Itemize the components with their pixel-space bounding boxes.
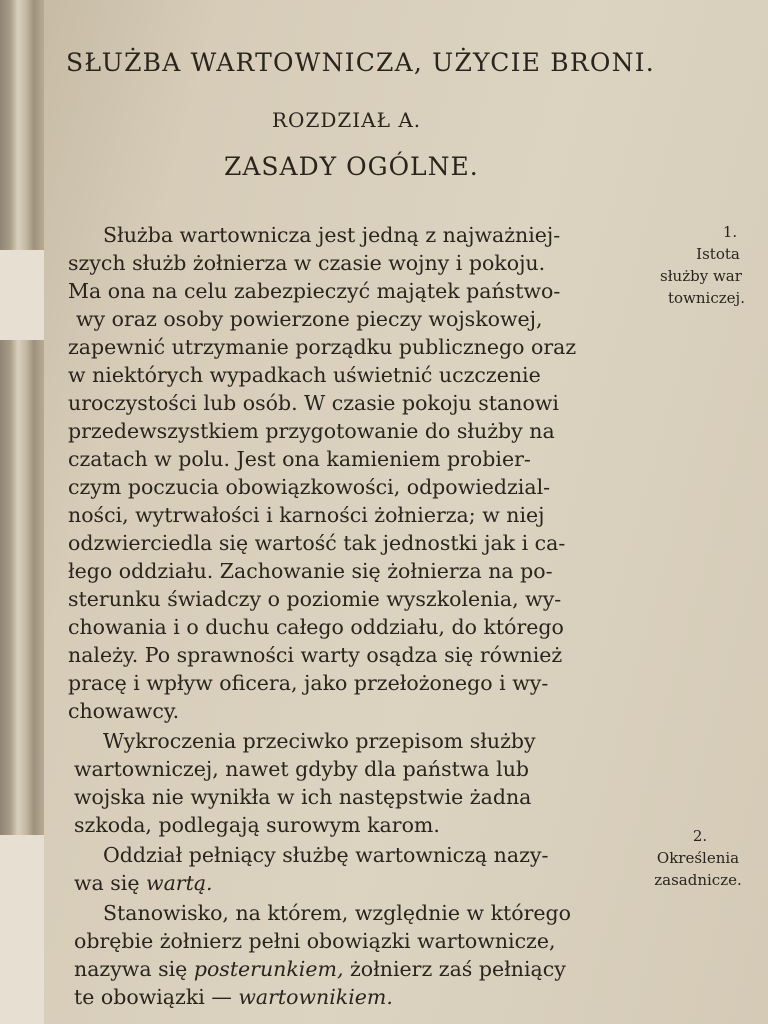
text-line: zapewnić utrzymanie porządku publicznego oraz: [68, 335, 577, 359]
torn-page-edge: [0, 835, 47, 1024]
text-line: należy. Po sprawności warty osądza się również: [68, 643, 563, 667]
text-run: wa się: [74, 871, 147, 895]
text-line: ności, wytrwałości i karności żołnierza; w niej: [68, 503, 545, 527]
margin-note-number: 1.: [722, 223, 738, 241]
text-line: odzwierciedla się wartość tak jednostki jak i ca-: [68, 531, 566, 555]
text-run: te obowiązki —: [74, 985, 239, 1009]
emphasized-term: posterunkiem,: [193, 957, 344, 981]
margin-note-text: Istota: [696, 245, 740, 263]
section-title: ZASADY OGÓLNE.: [224, 152, 479, 181]
text-run: nazywa się: [74, 957, 194, 981]
text-line: wy oraz osoby powierzone pieczy wojskowej,: [76, 307, 543, 331]
text-line: uroczystości lub osób. W czasie pokoju stanowi: [68, 391, 559, 415]
text-line: wartowniczej, nawet gdyby dla państwa lub: [74, 757, 530, 781]
text-run: żołnierz zaś pełniący: [343, 957, 566, 981]
text-line: wojska nie wynikła w ich następstwie żadna: [74, 785, 532, 809]
text-line: czatach w polu. Jest ona kamieniem probier-: [68, 447, 531, 471]
text-line: Służba wartownicza jest jedną z najważniej-: [103, 223, 561, 247]
text-line: chowawcy.: [68, 699, 180, 723]
text-line: [74, 956, 566, 982]
text-line: obrębie żołnierz pełni obowiązki wartownicze,: [74, 929, 556, 953]
text-line: [74, 870, 213, 896]
text-line: Wykroczenia przeciwko przepisom służby: [103, 729, 536, 753]
margin-note-number: 2.: [692, 827, 708, 845]
page-heading: SŁUŻBA WARTOWNICZA, UŻYCIE BRONI.: [66, 48, 655, 77]
margin-note-text: Określenia: [656, 849, 740, 867]
margin-note-text: zasadnicze.: [654, 871, 742, 889]
emphasized-term: wartownikiem.: [238, 985, 393, 1009]
text-line: szkoda, podlegają surowym karom.: [74, 813, 440, 837]
text-line: przedewszystkiem przygotowanie do służby na: [68, 419, 555, 443]
text-line: w niektórych wypadkach uświetnić uczczenie: [68, 363, 541, 387]
torn-page-edge: [0, 250, 47, 340]
text-line: pracę i wpływ oficera, jako przełożonego i wy-: [68, 671, 549, 695]
emphasized-term: wartą.: [146, 871, 213, 895]
text-line: czym poczucia obowiązkowości, odpowiedzial-: [68, 475, 551, 499]
text-line: łego oddziału. Zachowanie się żołnierza na po-: [68, 559, 553, 583]
chapter-title: ROZDZIAŁ A.: [272, 108, 422, 132]
text-line: sterunku świadczy o poziomie wyszkolenia, wy-: [68, 587, 562, 611]
text-line: Oddział pełniący służbę wartowniczą nazy-: [103, 843, 549, 867]
text-line: Stanowisko, na którem, względnie w którego: [103, 901, 571, 925]
margin-note-text: towniczej.: [668, 289, 745, 307]
margin-note-text: służby war: [660, 267, 742, 285]
text-line: Ma ona na celu zabezpieczyć majątek państwo-: [68, 279, 561, 303]
text-line: chowania i o duchu całego oddziału, do którego: [68, 615, 564, 639]
text-line: [74, 984, 393, 1010]
text-line: szych służb żołnierza w czasie wojny i pokoju.: [68, 251, 546, 275]
